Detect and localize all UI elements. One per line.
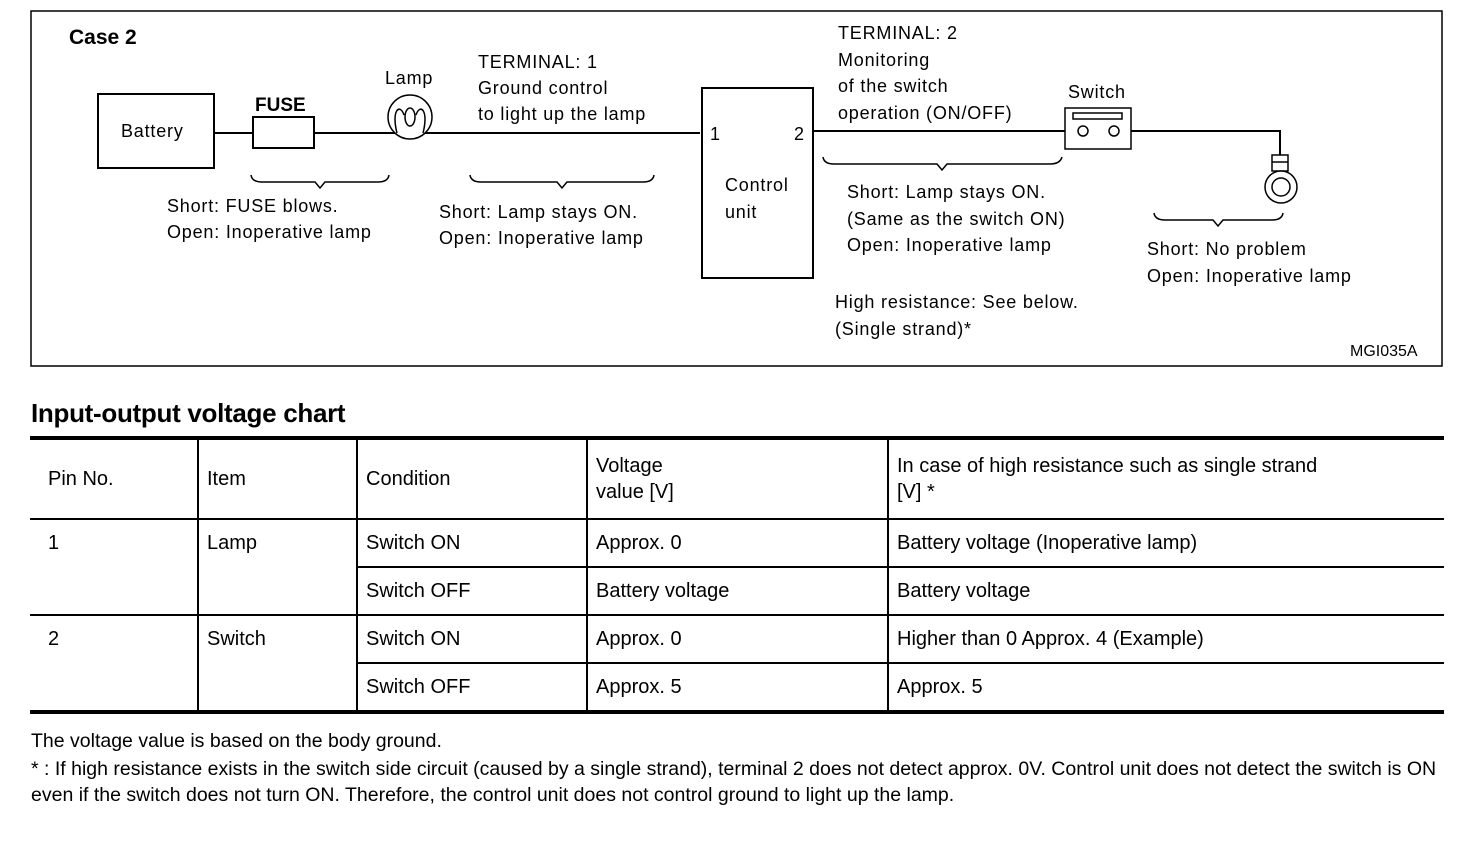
voltage-cell: Approx. 0 (587, 615, 888, 663)
control-unit-line2: unit (725, 202, 758, 222)
fuse-label: FUSE (255, 95, 306, 116)
ground-icon (1265, 155, 1297, 203)
t2-note-open: Open: Inoperative lamp (847, 235, 1052, 255)
voltage-cell: Approx. 0 (587, 519, 888, 567)
case-label: Case 2 (69, 26, 137, 49)
note-high-resistance: * : If high resistance exists in the switch side circuit (caused by a single strand), terminal 2 does not detect approx. 0V. Control unit does not detect the switch is ON even if the switch does not turn ON. Therefore, the control unit does not control ground to light up the lamp. (31, 758, 1437, 806)
fuse-icon (253, 117, 314, 148)
header-item: Item (198, 438, 357, 519)
terminal2-line3: of the switch (838, 76, 949, 96)
high-resistance-cell: Higher than 0 Approx. 4 (Example) (888, 615, 1444, 663)
header-condition: Condition (357, 438, 587, 519)
terminal1-line3: to light up the lamp (478, 104, 647, 124)
lamp-icon (388, 95, 432, 139)
lamp-label: Lamp (385, 68, 434, 88)
fuse-note-open: Open: Inoperative lamp (167, 222, 372, 242)
fuse-note-short: Short: FUSE blows. (167, 196, 339, 216)
item-cell: Lamp (198, 519, 357, 615)
wire-terminal2 (813, 131, 1280, 155)
condition-cell: Switch ON (357, 615, 587, 663)
voltage-cell: Battery voltage (587, 567, 888, 615)
single-strand-note: (Single strand)* (835, 319, 972, 339)
t2-note-short: Short: Lamp stays ON. (847, 182, 1046, 202)
voltage-chart-table (30, 436, 1444, 714)
ground-note-short: Short: No problem (1147, 239, 1307, 259)
t2-note-same: (Same as the switch ON) (847, 209, 1066, 229)
condition-cell: Switch OFF (357, 567, 587, 615)
pin1-label: 1 (710, 124, 721, 144)
t1-note-short: Short: Lamp stays ON. (439, 202, 638, 222)
ground-note-open: Open: Inoperative lamp (1147, 266, 1352, 286)
terminal2-line1: TERMINAL: 2 (838, 23, 958, 43)
high-resistance-cell: Battery voltage (Inoperative lamp) (888, 519, 1444, 567)
header-voltage-line2: value [V] (596, 481, 674, 503)
condition-cell: Switch ON (357, 519, 587, 567)
header-high-line1: In case of high resistance such as single strand (897, 455, 1318, 477)
figure-id: MGI035A (1350, 343, 1418, 360)
header-voltage-line1: Voltage (596, 455, 663, 477)
table-header-row (30, 438, 1444, 519)
table-row (30, 615, 1444, 663)
terminal1-line1: TERMINAL: 1 (478, 52, 598, 72)
item-cell: Switch (198, 615, 357, 712)
pin-cell: 1 (30, 519, 198, 615)
high-resistance-cell: Battery voltage (888, 567, 1444, 615)
header-pin: Pin No. (30, 438, 198, 519)
condition-cell: Switch OFF (357, 663, 587, 712)
terminal1-line2: Ground control (478, 78, 609, 98)
note-body-ground: The voltage value is based on the body ground. (31, 730, 442, 752)
terminal2-line2: Monitoring (838, 50, 931, 70)
high-resistance-cell: Approx. 5 (888, 663, 1444, 712)
high-resistance-note: High resistance: See below. (835, 292, 1079, 312)
voltage-cell: Approx. 5 (587, 663, 888, 712)
switch-label: Switch (1068, 82, 1126, 102)
pin2-label: 2 (794, 124, 805, 144)
t1-note-open: Open: Inoperative lamp (439, 228, 644, 248)
header-voltage (587, 438, 888, 519)
table-row (30, 519, 1444, 567)
switch-icon (1065, 108, 1131, 149)
notes (31, 728, 1447, 810)
pin-cell: 2 (30, 615, 198, 712)
circuit-diagram (0, 0, 1472, 380)
header-high-line2: [V] * (897, 481, 935, 503)
battery-label: Battery (121, 121, 184, 141)
terminal2-line4: operation (ON/OFF) (838, 103, 1013, 123)
section-title: Input-output voltage chart (31, 398, 346, 428)
header-high-resistance (888, 438, 1444, 519)
control-unit-line1: Control (725, 175, 789, 195)
